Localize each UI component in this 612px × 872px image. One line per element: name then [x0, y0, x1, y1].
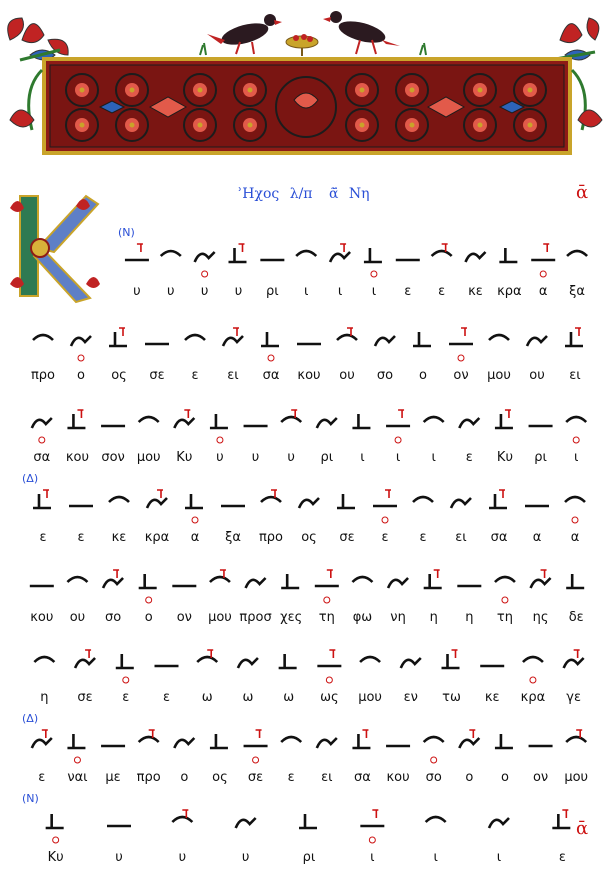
- lyric-syllable: α: [538, 284, 548, 299]
- neume-mark: [495, 577, 515, 582]
- lyric-syllable: ε: [419, 530, 427, 545]
- lyric-syllable: ου: [69, 610, 86, 625]
- lyric-syllable: ι: [496, 850, 502, 865]
- lyric-syllable: εν: [403, 690, 418, 705]
- neume-mark: [424, 737, 444, 742]
- neume-row: [14, 792, 604, 848]
- chant-line: [14, 392, 604, 472]
- neume-mark: [174, 738, 194, 748]
- lyric-syllable: μου: [136, 450, 161, 465]
- neume-mark: [489, 818, 509, 828]
- neume-mark: [71, 336, 91, 346]
- neume-mark: [67, 414, 85, 428]
- red-accent-mark: [574, 650, 580, 658]
- neume-mark: [424, 417, 444, 422]
- lyric-syllable: α: [570, 530, 580, 545]
- chant-line: [14, 472, 604, 552]
- neume-mark: [565, 497, 585, 502]
- lyric-syllable: ο: [77, 368, 85, 383]
- neume-mark: [388, 578, 408, 588]
- lyric-syllable: ναι: [67, 770, 88, 785]
- red-ison-mark: [123, 677, 129, 683]
- neume-mark: [246, 578, 266, 588]
- blue-pitch-note: (Δ): [22, 712, 39, 725]
- red-accent-mark: [329, 650, 335, 658]
- lyric-syllable: ο: [180, 770, 189, 785]
- neume-mark: [489, 335, 509, 340]
- red-ison-mark: [39, 437, 45, 443]
- lyric-syllable: ι: [395, 450, 401, 465]
- lyric-syllable: ι: [371, 284, 377, 299]
- neume-mark: [139, 574, 157, 588]
- neume-mark: [564, 658, 584, 668]
- lyric-syllable: κε: [468, 284, 483, 299]
- red-ison-mark: [192, 517, 198, 523]
- neume-mark: [139, 737, 159, 742]
- lyric-syllable: σο: [425, 770, 442, 785]
- lyric-syllable: η: [429, 610, 438, 625]
- neume-mark: [466, 252, 486, 262]
- neume-mark: [330, 252, 350, 262]
- red-accent-mark: [256, 730, 262, 738]
- lyric-syllable: α: [532, 530, 542, 545]
- red-ison-mark: [324, 597, 330, 603]
- mode-signature-b: ᾶ̈: [328, 186, 339, 202]
- lyric-syllable: μου: [208, 610, 232, 625]
- lyric-syllable: ει: [569, 368, 581, 383]
- red-accent-mark: [157, 490, 163, 498]
- lyric-syllable: κρα: [497, 284, 522, 299]
- lyric-syllable: ον: [532, 770, 549, 785]
- chant-line: [14, 310, 604, 390]
- lyric-syllable: ει: [321, 770, 333, 785]
- red-ison-mark: [458, 355, 464, 361]
- lyrics-row: [14, 850, 604, 872]
- lyric-syllable: ξα: [569, 284, 585, 299]
- lyric-syllable: ει: [227, 368, 239, 383]
- red-accent-mark: [113, 570, 119, 578]
- lyric-syllable: σα: [262, 368, 280, 383]
- neume-mark: [375, 336, 395, 346]
- neume-mark: [317, 738, 337, 748]
- neume-mark: [426, 817, 446, 822]
- red-ison-mark: [395, 437, 401, 443]
- neume-mark: [32, 418, 52, 428]
- neume-mark: [527, 336, 547, 346]
- lyric-syllable: ι: [337, 284, 343, 299]
- lyric-syllable: ι: [370, 850, 375, 865]
- neume-mark: [352, 734, 370, 748]
- lyric-syllable: κρα: [144, 530, 170, 545]
- lyric-syllable: ε: [191, 368, 199, 383]
- neume-mark: [299, 814, 317, 828]
- neume-mark: [172, 817, 192, 822]
- neume-mark: [34, 657, 54, 662]
- lyric-syllable: προ: [258, 530, 284, 545]
- lyric-syllable: μου: [358, 690, 382, 705]
- chant-line: [14, 552, 604, 632]
- lyric-syllable: τη: [496, 610, 513, 625]
- neume-mark: [317, 418, 337, 428]
- neume-mark: [33, 494, 51, 508]
- red-accent-mark: [434, 570, 440, 578]
- neume-mark: [32, 738, 52, 748]
- red-accent-mark: [43, 490, 49, 498]
- chant-line: [14, 632, 604, 712]
- neume-row: [14, 472, 604, 528]
- lyrics-row: [14, 690, 604, 712]
- neume-mark: [337, 494, 355, 508]
- lyric-syllable: ι: [360, 450, 365, 465]
- lyric-syllable: υ: [167, 284, 175, 299]
- neume-mark: [261, 497, 281, 502]
- neume-row: [110, 226, 612, 282]
- lyric-syllable: ως: [320, 690, 339, 705]
- neume-mark: [565, 332, 583, 346]
- neume-mark: [337, 335, 357, 340]
- blue-pitch-note: (Ν): [22, 792, 39, 805]
- lyric-syllable: ρι: [266, 284, 279, 299]
- neume-mark: [531, 578, 551, 588]
- lyric-syllable: σα: [354, 770, 371, 785]
- lyrics-row: [14, 770, 604, 792]
- neume-mark: [67, 734, 85, 748]
- right-bird-icon: [323, 11, 400, 54]
- neume-mark: [352, 414, 370, 428]
- lyric-syllable: ε: [404, 284, 412, 299]
- lyric-syllable: φω: [352, 610, 373, 625]
- lyric-syllable: ω: [283, 690, 295, 705]
- lyric-syllable: ε: [122, 690, 130, 705]
- red-ison-mark: [530, 677, 536, 683]
- neume-mark: [223, 336, 243, 346]
- lyric-syllable: Κυ: [496, 450, 513, 465]
- neume-mark: [523, 657, 543, 662]
- ornamental-band: [42, 57, 572, 155]
- red-ison-mark: [572, 517, 578, 523]
- blue-pitch-note: (Δ): [22, 472, 39, 485]
- red-accent-mark: [327, 570, 333, 578]
- lyric-syllable: γε: [566, 690, 582, 705]
- lyric-syllable: ι: [573, 450, 579, 465]
- neume-mark: [360, 657, 380, 662]
- red-accent-mark: [505, 410, 511, 418]
- neume-mark: [185, 494, 203, 508]
- red-ison-mark: [146, 597, 152, 603]
- lyric-syllable: ι: [433, 850, 438, 865]
- lyric-syllable: ρι: [320, 450, 334, 465]
- red-accent-mark: [469, 730, 475, 738]
- mode-label: ʾΗχος: [238, 186, 280, 202]
- mode-signature-a: λ/π: [289, 186, 313, 202]
- lyric-syllable: κου: [386, 770, 410, 785]
- red-accent-mark: [461, 328, 467, 336]
- lyrics-row: [14, 368, 604, 390]
- lyrics-row: [14, 530, 604, 552]
- lyric-syllable: ω: [242, 690, 254, 705]
- lyric-syllable: υ: [200, 284, 209, 299]
- neume-mark: [161, 251, 181, 256]
- chant-line: [14, 712, 604, 792]
- lyric-syllable: προ: [136, 770, 161, 785]
- neume-mark: [401, 658, 421, 668]
- lyric-syllable: σα: [490, 530, 508, 545]
- neume-row: [14, 310, 604, 366]
- red-accent-mark: [137, 244, 143, 252]
- neume-mark: [424, 574, 442, 588]
- lyric-syllable: ει: [455, 530, 467, 545]
- lyric-syllable: σον: [101, 450, 125, 465]
- neume-mark: [459, 738, 479, 748]
- neume-mark: [238, 658, 258, 668]
- neume-mark: [566, 417, 586, 422]
- neume-row: [14, 632, 604, 688]
- lyric-syllable: ου: [339, 368, 355, 383]
- mode-heading: [238, 186, 370, 202]
- red-ison-mark: [53, 837, 59, 843]
- red-ison-mark: [326, 677, 332, 683]
- neume-row: [14, 392, 604, 448]
- red-accent-mark: [398, 410, 404, 418]
- red-ison-mark: [382, 517, 388, 523]
- red-ison-mark: [371, 271, 377, 277]
- neume-mark: [109, 332, 127, 346]
- neume-mark: [352, 577, 372, 582]
- lyric-syllable: ε: [38, 770, 46, 785]
- lyric-syllable: ε: [39, 530, 47, 545]
- lyric-syllable: η: [40, 690, 49, 705]
- right-corner-flower-icon: [550, 18, 599, 60]
- lyric-syllable: ε: [287, 770, 295, 785]
- neume-mark: [116, 654, 134, 668]
- lyrics-row: [110, 284, 604, 306]
- martyria-sign-icon: ᾱ: [576, 818, 589, 839]
- lyric-syllable: κου: [30, 610, 54, 625]
- lyric-syllable: κρα: [520, 690, 546, 705]
- lyric-syllable: ε: [558, 850, 566, 865]
- lyric-syllable: ο: [465, 770, 474, 785]
- lyric-syllable: σε: [77, 690, 93, 705]
- lyric-syllable: ι: [431, 450, 436, 465]
- red-ison-mark: [502, 597, 508, 603]
- red-accent-mark: [499, 490, 505, 498]
- neume-mark: [197, 657, 217, 662]
- neume-mark: [229, 248, 247, 262]
- neume-mark: [185, 335, 205, 340]
- red-accent-mark: [340, 244, 346, 252]
- red-ison-mark: [540, 271, 546, 277]
- neume-mark: [147, 498, 167, 508]
- lyric-syllable: ε: [438, 284, 446, 299]
- lyric-syllable: ος: [212, 770, 228, 785]
- floral-initial-kappa-icon: [6, 188, 106, 306]
- lyric-syllable: σο: [376, 368, 394, 383]
- neume-mark: [33, 335, 53, 340]
- red-accent-mark: [372, 810, 378, 818]
- neume-mark: [195, 252, 215, 262]
- neume-mark: [364, 248, 382, 262]
- red-accent-mark: [562, 810, 568, 818]
- lyric-syllable: σο: [104, 610, 122, 625]
- lyric-syllable: Κυ: [176, 450, 193, 465]
- neume-mark: [432, 251, 452, 256]
- neume-mark: [281, 417, 301, 422]
- lyric-syllable: υ: [287, 450, 295, 465]
- neume-mark: [281, 737, 301, 742]
- lyric-syllable: μου: [564, 770, 589, 785]
- neume-mark: [552, 814, 570, 828]
- lyric-syllable: προ: [30, 368, 56, 383]
- lyric-syllable: προσ: [239, 610, 272, 625]
- lyric-syllable: χες: [280, 610, 303, 625]
- lyric-syllable: ε: [162, 690, 171, 705]
- lyric-syllable: σε: [339, 530, 355, 545]
- neume-mark: [489, 494, 507, 508]
- red-ison-mark: [431, 757, 437, 763]
- neume-mark: [210, 414, 228, 428]
- lyric-syllable: ης: [532, 610, 549, 625]
- neume-mark: [495, 734, 513, 748]
- neume-mark: [567, 251, 587, 256]
- lyric-syllable: ο: [419, 368, 427, 383]
- nest-icon: [286, 34, 318, 56]
- red-ison-mark: [74, 757, 80, 763]
- mode-note-name: Νη: [348, 186, 370, 202]
- neume-mark: [566, 574, 584, 588]
- lyric-syllable: υ: [251, 450, 260, 465]
- neume-mark: [459, 418, 479, 428]
- neume-mark: [103, 578, 123, 588]
- lyric-syllable: ι: [304, 284, 309, 299]
- lyric-syllable: ε: [77, 530, 85, 545]
- lyric-syllable: ον: [176, 610, 192, 625]
- lyric-syllable: κου: [65, 450, 90, 465]
- red-ison-mark: [217, 437, 223, 443]
- red-accent-mark: [543, 244, 549, 252]
- neume-mark: [413, 332, 431, 346]
- red-accent-mark: [385, 490, 391, 498]
- blue-pitch-note: (Ν): [118, 226, 135, 239]
- chant-line: [110, 226, 604, 306]
- chant-line: [14, 792, 604, 872]
- lyric-syllable: ος: [111, 368, 127, 383]
- lyric-syllable: νη: [390, 610, 406, 625]
- neume-mark: [139, 417, 159, 422]
- red-accent-mark: [77, 410, 83, 418]
- lyric-syllable: με: [105, 770, 121, 785]
- red-accent-mark: [362, 730, 368, 738]
- neume-mark: [261, 332, 279, 346]
- neume-mark: [174, 418, 194, 428]
- lyric-syllable: υ: [178, 850, 187, 865]
- red-accent-mark: [233, 328, 239, 336]
- lyric-syllable: ρι: [534, 450, 547, 465]
- red-ison-mark: [78, 355, 84, 361]
- red-ison-mark: [202, 271, 208, 277]
- red-accent-mark: [575, 328, 581, 336]
- lyric-syllable: υ: [234, 284, 243, 299]
- neume-mark: [495, 414, 513, 428]
- neume-mark: [236, 818, 256, 828]
- lyric-syllable: μου: [487, 368, 511, 383]
- red-accent-mark: [541, 570, 547, 578]
- red-ison-mark: [369, 837, 375, 843]
- martyria-sign-icon: ᾱ: [576, 182, 589, 203]
- lyric-syllable: σε: [247, 770, 264, 785]
- lyric-syllable: ω: [201, 690, 213, 705]
- lyric-syllable: α: [190, 530, 200, 545]
- lyric-syllable: σα: [33, 450, 51, 465]
- red-ison-mark: [253, 757, 259, 763]
- neume-row: [14, 552, 604, 608]
- red-accent-mark: [85, 650, 91, 658]
- lyrics-row: [14, 610, 604, 632]
- lyric-syllable: υ: [216, 450, 224, 465]
- left-bird-icon: [207, 14, 282, 54]
- lyric-syllable: τω: [442, 690, 461, 705]
- red-accent-mark: [452, 650, 458, 658]
- neume-mark: [109, 497, 129, 502]
- lyric-syllable: η: [465, 610, 474, 625]
- red-ison-mark: [573, 437, 579, 443]
- neume-mark: [299, 498, 319, 508]
- lyric-syllable: κου: [297, 368, 321, 383]
- red-accent-mark: [184, 410, 190, 418]
- neume-mark: [296, 251, 316, 256]
- neume-mark: [442, 654, 460, 668]
- lyric-syllable: ξα: [225, 530, 241, 545]
- lyric-syllable: υ: [133, 284, 141, 299]
- lyric-syllable: σε: [149, 368, 165, 383]
- neume-mark: [210, 734, 228, 748]
- lyric-syllable: Κυ: [47, 850, 64, 865]
- neume-mark: [499, 248, 517, 262]
- lyric-syllable: ε: [465, 450, 473, 465]
- neume-mark: [46, 814, 64, 828]
- red-accent-mark: [239, 244, 245, 252]
- lyric-syllable: κε: [484, 690, 500, 705]
- red-accent-mark: [119, 328, 125, 336]
- neume-mark: [210, 577, 230, 582]
- neume-mark: [67, 577, 87, 582]
- lyric-syllable: δε: [568, 610, 584, 625]
- lyric-syllable: ε: [381, 530, 389, 545]
- lyric-syllable: ρι: [302, 850, 316, 865]
- neume-mark: [279, 654, 297, 668]
- lyric-syllable: ο: [500, 770, 509, 785]
- left-corner-flower-icon: [8, 18, 68, 60]
- lyrics-row: [14, 450, 604, 472]
- lyric-syllable: κε: [111, 530, 127, 545]
- neume-mark: [413, 497, 433, 502]
- neume-mark: [75, 658, 95, 668]
- lyric-syllable: υ: [115, 850, 123, 865]
- neume-mark: [451, 498, 471, 508]
- red-accent-mark: [42, 730, 48, 738]
- lyric-syllable: υ: [241, 850, 250, 865]
- lyric-syllable: ου: [529, 368, 545, 383]
- neume-row: [14, 712, 604, 768]
- red-ison-mark: [268, 355, 274, 361]
- neume-mark: [281, 574, 299, 588]
- lyric-syllable: ον: [453, 368, 469, 383]
- lyric-syllable: ος: [301, 530, 317, 545]
- lyric-syllable: τη: [318, 610, 335, 625]
- ornamental-headpiece: [0, 0, 612, 170]
- lyric-syllable: ο: [144, 610, 153, 625]
- neume-mark: [566, 737, 586, 742]
